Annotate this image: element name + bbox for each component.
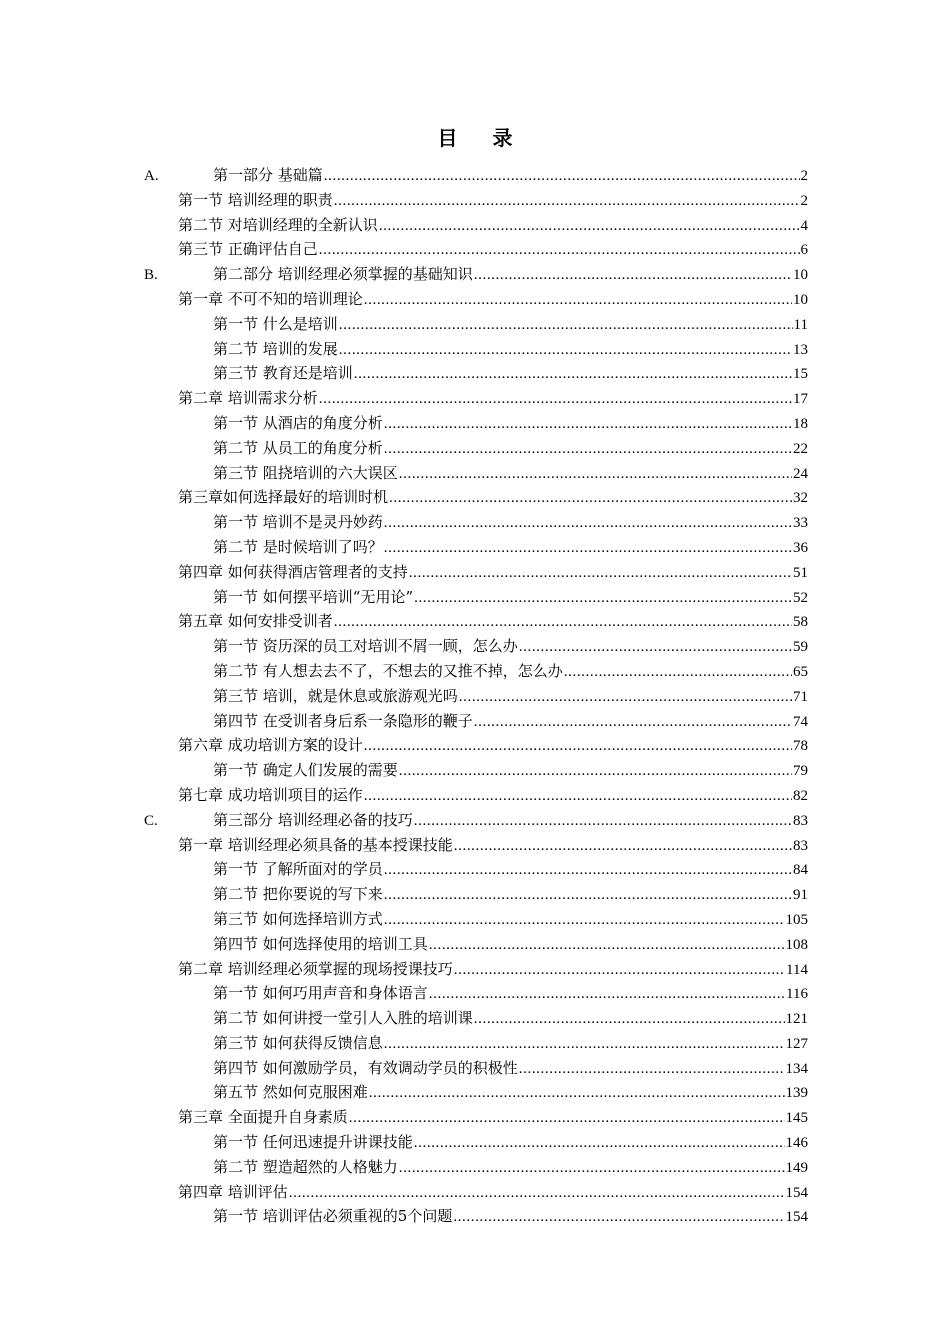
toc-page-number: 108: [785, 936, 808, 953]
toc-dot-leader: [384, 437, 792, 461]
toc-page-number: 11: [793, 316, 808, 333]
toc-dot-leader: [384, 536, 792, 560]
toc-page-number: 32: [793, 490, 808, 507]
toc-page-number: 105: [785, 911, 808, 928]
toc-page-number: 71: [793, 688, 808, 705]
toc-section-entry[interactable]: [144, 436, 808, 461]
toc-section-entry[interactable]: [144, 337, 808, 362]
toc-dot-leader: [384, 883, 792, 907]
toc-dot-leader: [369, 1081, 785, 1105]
toc-page-number: 2: [800, 168, 808, 184]
toc-entry-label: 第二节 从员工的角度分析: [213, 438, 383, 457]
toc-page-number: 4: [800, 217, 808, 234]
toc-dot-leader: [409, 561, 792, 585]
toc-dot-leader: [379, 214, 800, 238]
toc-page-number: 10: [793, 267, 808, 284]
toc-section-entry[interactable]: [144, 1031, 808, 1056]
toc-page-number: 2: [800, 192, 808, 209]
toc-page-number: 116: [786, 986, 808, 1003]
toc-page-number: 121: [785, 1011, 808, 1028]
toc-entry-label: 第三节 培训，就是休息或旅游观光吗: [213, 686, 458, 705]
toc-entry-label: 第一节 培训评估必须重视的5个问题: [213, 1207, 453, 1226]
toc-page-number: 6: [800, 242, 808, 259]
toc-dot-leader: [414, 1131, 785, 1155]
toc-dot-leader: [474, 1007, 785, 1031]
table-of-contents: [144, 163, 808, 1229]
toc-page-number: 145: [785, 1110, 808, 1127]
toc-chapter-entry[interactable]: [144, 1180, 808, 1205]
toc-entry-label: 第五节 然如何克服困难: [213, 1083, 368, 1102]
toc-page-number: 59: [793, 639, 808, 656]
toc-entry-label: 第二节 塑造超然的人格魅力: [213, 1157, 398, 1176]
toc-part-marker: C.: [144, 812, 158, 829]
toc-page-number: 139: [785, 1085, 808, 1102]
toc-section-entry[interactable]: [144, 461, 808, 486]
toc-entry-label: 第四节 如何选择使用的培训工具: [213, 934, 428, 953]
toc-section-entry[interactable]: [144, 510, 808, 535]
toc-dot-leader: [319, 387, 792, 411]
toc-page-number: 74: [793, 713, 808, 730]
toc-dot-leader: [459, 685, 792, 709]
toc-dot-leader: [364, 784, 792, 808]
toc-chapter-entry[interactable]: [144, 237, 808, 262]
toc-part-entry[interactable]: [144, 808, 808, 833]
toc-entry-label: 第一节 培训经理的职责: [178, 190, 333, 209]
toc-entry-label: 第二章 培训经理必须掌握的现场授课技巧: [178, 959, 453, 978]
toc-dot-leader: [289, 1181, 785, 1205]
toc-page-number: 36: [793, 539, 808, 556]
toc-entry-label: 第一节 确定人们发展的需要: [213, 761, 398, 780]
toc-part-marker: A.: [144, 168, 159, 184]
toc-dot-leader: [399, 759, 792, 783]
toc-section-entry[interactable]: [144, 932, 808, 957]
toc-dot-leader: [399, 1156, 785, 1180]
toc-dot-leader: [334, 189, 800, 213]
toc-part-marker: B.: [144, 267, 158, 284]
toc-chapter-entry[interactable]: [144, 287, 808, 312]
toc-entry-label: 第七章 成功培训项目的运作: [178, 785, 363, 804]
toc-dot-leader: [384, 908, 785, 932]
toc-entry-label: 第二节 对培训经理的全新认识: [178, 215, 378, 234]
toc-entry-label: 第四节 如何激励学员，有效调动学员的积极性: [213, 1058, 518, 1077]
toc-dot-leader: [384, 511, 792, 535]
toc-page-number: 52: [793, 589, 808, 606]
toc-section-entry[interactable]: [144, 684, 808, 709]
toc-dot-leader: [429, 933, 785, 957]
toc-dot-leader: [384, 1032, 785, 1056]
toc-page-number: 17: [793, 391, 808, 408]
toc-dot-leader: [319, 238, 800, 262]
toc-section-entry[interactable]: [144, 1006, 808, 1031]
toc-page-number: 114: [786, 961, 808, 978]
toc-page-number: 154: [785, 1209, 808, 1226]
toc-entry-label: 第一节 培训不是灵丹妙药: [213, 513, 383, 532]
toc-dot-leader: [414, 809, 792, 833]
toc-part-entry[interactable]: [144, 262, 808, 287]
toc-dot-leader: [389, 486, 792, 510]
toc-dot-leader: [474, 263, 792, 287]
toc-section-entry[interactable]: [144, 1080, 808, 1105]
toc-page-number: 149: [785, 1159, 808, 1176]
toc-chapter-entry[interactable]: [144, 386, 808, 411]
toc-dot-leader: [334, 610, 792, 634]
toc-page-number: 83: [793, 812, 808, 829]
toc-section-entry[interactable]: [144, 857, 808, 882]
toc-dot-leader: [519, 1057, 785, 1081]
toc-entry-label: 第二部分 培训经理必须掌握的基础知识: [213, 265, 473, 284]
toc-dot-leader: [354, 362, 792, 386]
toc-chapter-entry[interactable]: [144, 783, 808, 808]
toc-entry-label: 第一节 从酒店的角度分析: [213, 413, 383, 432]
toc-entry-label: 第一节 什么是培训: [213, 314, 338, 333]
toc-section-entry[interactable]: [144, 585, 808, 610]
toc-section-entry[interactable]: [144, 361, 808, 386]
toc-page-number: 134: [785, 1060, 808, 1077]
toc-page-number: 58: [793, 614, 808, 631]
toc-section-entry[interactable]: [144, 709, 808, 734]
toc-entry-label: 第一节 了解所面对的学员: [213, 860, 383, 879]
toc-entry-label: 第二节 有人想去去不了，不想去的又推不掉，怎么办: [213, 661, 563, 680]
toc-chapter-entry[interactable]: [144, 733, 808, 758]
toc-entry-label: 第一章 培训经理必须具备的基本授课技能: [178, 835, 453, 854]
toc-page-number: 84: [793, 862, 808, 879]
toc-dot-leader: [454, 958, 785, 982]
toc-page-number: 22: [793, 440, 808, 457]
toc-section-entry[interactable]: [144, 411, 808, 436]
toc-chapter-entry[interactable]: [144, 213, 808, 238]
toc-page-number: 79: [793, 763, 808, 780]
toc-chapter-entry[interactable]: [144, 560, 808, 585]
toc-section-entry[interactable]: [144, 312, 808, 337]
toc-entry-label: 第三节 如何选择培训方式: [213, 909, 383, 928]
toc-chapter-entry[interactable]: [144, 188, 808, 213]
toc-part-entry[interactable]: [144, 163, 808, 188]
toc-chapter-entry[interactable]: [144, 609, 808, 634]
toc-dot-leader: [364, 288, 792, 312]
toc-chapter-entry[interactable]: [144, 957, 808, 982]
toc-dot-leader: [564, 660, 792, 684]
toc-entry-label: 第二节 把你要说的写下来: [213, 885, 383, 904]
toc-dot-leader: [384, 858, 792, 882]
toc-entry-label: 第一部分 基础篇: [213, 166, 323, 184]
toc-dot-leader: [453, 1205, 784, 1229]
toc-section-entry[interactable]: [144, 981, 808, 1006]
toc-dot-leader: [399, 462, 792, 486]
toc-page-number: 33: [793, 515, 808, 532]
toc-entry-label: 第二节 如何讲授一堂引人入胜的培训课: [213, 1009, 473, 1028]
toc-page-number: 10: [793, 291, 808, 308]
toc-entry-label: 第一节 资历深的员工对培训不屑一顾，怎么办: [213, 637, 518, 656]
toc-section-entry[interactable]: [144, 535, 808, 560]
toc-entry-label: 第三部分 培训经理必备的技巧: [213, 810, 413, 829]
toc-section-entry[interactable]: [144, 634, 808, 659]
toc-entry-label: 第一章 不可不知的培训理论: [178, 289, 363, 308]
toc-section-entry[interactable]: [144, 1130, 808, 1155]
toc-dot-leader: [519, 635, 792, 659]
toc-dot-leader: [414, 586, 792, 610]
toc-section-entry[interactable]: [144, 882, 808, 907]
toc-entry-label: 第一节 如何巧用声音和身体语言: [213, 984, 428, 1003]
toc-dot-leader: [429, 982, 785, 1006]
toc-dot-leader: [474, 710, 792, 734]
toc-entry-label: 第三节 教育还是培训: [213, 364, 353, 383]
toc-entry-label: 第四节 在受训者身后系一条隐形的鞭子: [213, 711, 473, 730]
toc-dot-leader: [384, 412, 792, 436]
toc-chapter-entry[interactable]: [144, 485, 808, 510]
toc-dot-leader: [324, 164, 800, 188]
toc-page-number: 78: [793, 738, 808, 755]
toc-dot-leader: [339, 313, 793, 337]
toc-page-number: 13: [793, 341, 808, 358]
toc-entry-label: 第四章 培训评估: [178, 1182, 288, 1201]
toc-section-entry[interactable]: [144, 1056, 808, 1081]
toc-entry-label: 第六章 成功培训方案的设计: [178, 736, 363, 755]
toc-dot-leader: [454, 834, 792, 858]
toc-section-entry[interactable]: [144, 758, 808, 783]
toc-entry-label: 第二章 培训需求分析: [178, 389, 318, 408]
toc-page-number: 15: [793, 366, 808, 383]
toc-chapter-entry[interactable]: [144, 1105, 808, 1130]
toc-entry-label: 第一节 任何迅速提升讲课技能: [213, 1133, 413, 1152]
toc-section-entry[interactable]: [144, 659, 808, 684]
toc-dot-leader: [349, 1106, 785, 1130]
toc-page-number: 127: [785, 1035, 808, 1052]
toc-dot-leader: [364, 734, 792, 758]
toc-page-number: 65: [793, 663, 808, 680]
toc-page-number: 146: [785, 1135, 808, 1152]
toc-dot-leader: [339, 338, 792, 362]
toc-entry-label: 第二节 培训的发展: [213, 339, 338, 358]
toc-entry-label: 第四章 如何获得酒店管理者的支持: [178, 562, 408, 581]
toc-entry-label: 第二节 是时候培训了吗？: [213, 537, 383, 556]
toc-section-entry[interactable]: [144, 1204, 808, 1229]
toc-section-entry[interactable]: [144, 907, 808, 932]
toc-entry-label: 第三章 全面提升自身素质: [178, 1108, 348, 1127]
toc-chapter-entry[interactable]: [144, 833, 808, 858]
toc-entry-label: 第三节 正确评估自己: [178, 240, 318, 259]
toc-entry-label: 第三章如何选择最好的培训时机: [178, 488, 389, 507]
page-title: 目 录: [437, 126, 527, 150]
toc-entry-label: 第一节 如何摆平培训“无用论”: [213, 587, 414, 606]
toc-page-number: 91: [793, 887, 808, 904]
toc-page-number: 83: [793, 837, 808, 854]
toc-section-entry[interactable]: [144, 1155, 808, 1180]
toc-page-number: 154: [785, 1184, 808, 1201]
toc-entry-label: 第三节 阻挠培训的六大误区: [213, 463, 398, 482]
toc-page-number: 82: [793, 787, 808, 804]
toc-page-number: 51: [793, 564, 808, 581]
toc-entry-label: 第三节 如何获得反馈信息: [213, 1033, 383, 1052]
toc-page-number: 24: [793, 465, 808, 482]
toc-entry-label: 第五章 如何安排受训者: [178, 612, 333, 631]
toc-page-number: 18: [793, 415, 808, 432]
